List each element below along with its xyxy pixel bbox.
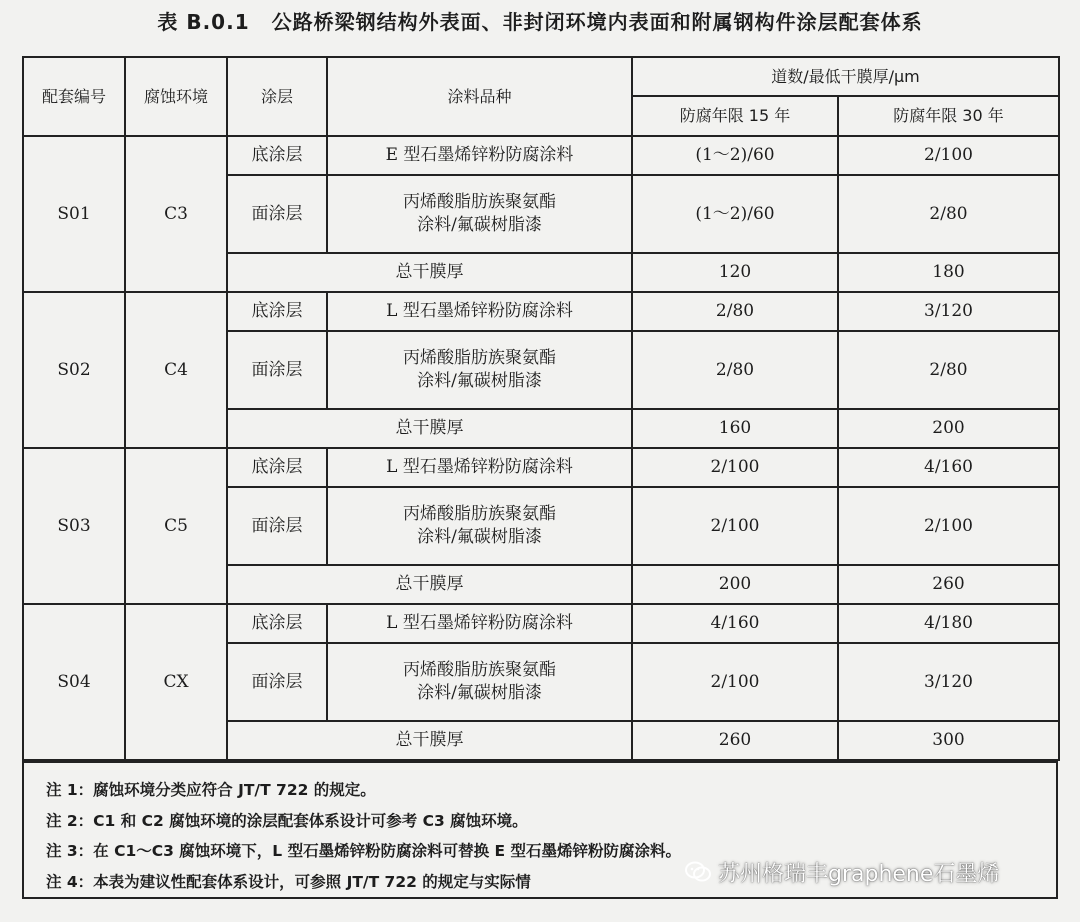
header-15-years: 防腐年限 15 年	[632, 96, 838, 136]
note-3: 注 3：在 C1～C3 腐蚀环境下，L 型石墨烯锌粉防腐涂料可替换 E 型石墨烯锌粉防腐涂料。	[46, 842, 681, 860]
primer-30: 3/120	[838, 292, 1059, 331]
total-30: 300	[838, 721, 1059, 760]
primer-15: (1～2)/60	[632, 136, 838, 175]
group-code: S03	[23, 448, 125, 604]
table-row	[23, 292, 1059, 331]
primer-15: 2/100	[632, 448, 838, 487]
top-paint	[327, 487, 632, 565]
total-15: 200	[632, 565, 838, 604]
primer-30: 4/160	[838, 448, 1059, 487]
total-label: 总干膜厚	[227, 409, 632, 448]
total-30: 180	[838, 253, 1059, 292]
primer-paint: L 型石墨烯锌粉防腐涂料	[327, 292, 632, 331]
table-row	[23, 604, 1059, 643]
total-15: 120	[632, 253, 838, 292]
top-paint-line1: 丙烯酸脂肪族聚氨酯	[403, 348, 556, 369]
primer-paint: L 型石墨烯锌粉防腐涂料	[327, 448, 632, 487]
top-30: 2/100	[838, 487, 1059, 565]
note-4: 注 4：本表为建议性配套体系设计，可参照 JT/T 722 的规定与实际情	[46, 872, 531, 891]
primer-label: 底涂层	[227, 292, 327, 331]
table-row	[23, 136, 1059, 175]
top-30: 2/80	[838, 175, 1059, 253]
top-paint-line1: 丙烯酸脂肪族聚氨酯	[403, 660, 556, 681]
top-15: 2/80	[632, 331, 838, 409]
top-paint	[327, 643, 632, 721]
group-code: S02	[23, 292, 125, 448]
top-label: 面涂层	[227, 175, 327, 253]
group-code: S04	[23, 604, 125, 760]
header-code: 配套编号	[23, 57, 125, 136]
table-title-text: 公路桥梁钢结构外表面、非封闭环境内表面和附属钢构件涂层配套体系	[271, 10, 923, 34]
group-env: C4	[125, 292, 227, 448]
top-label: 面涂层	[227, 487, 327, 565]
total-30: 260	[838, 565, 1059, 604]
header-env: 腐蚀环境	[125, 57, 227, 136]
primer-15: 4/160	[632, 604, 838, 643]
top-paint-line2: 涂料/氟碳树脂漆	[417, 683, 542, 703]
top-paint-line1: 丙烯酸脂肪族聚氨酯	[403, 504, 556, 525]
header-30-years: 防腐年限 30 年	[838, 96, 1059, 136]
top-15: 2/100	[632, 487, 838, 565]
header-row	[23, 57, 1059, 96]
top-label: 面涂层	[227, 643, 327, 721]
total-label: 总干膜厚	[227, 253, 632, 292]
primer-30: 2/100	[838, 136, 1059, 175]
header-layer: 涂层	[227, 57, 327, 136]
total-30: 200	[838, 409, 1059, 448]
primer-30: 4/180	[838, 604, 1059, 643]
table-number: 表 B.0.1	[157, 10, 250, 34]
top-30: 3/120	[838, 643, 1059, 721]
top-paint-line2: 涂料/氟碳树脂漆	[417, 215, 542, 235]
group-env: CX	[125, 604, 227, 760]
watermark	[684, 856, 999, 888]
top-paint-line2: 涂料/氟碳树脂漆	[417, 527, 542, 547]
top-paint	[327, 175, 632, 253]
top-paint-line1: 丙烯酸脂肪族聚氨酯	[403, 192, 556, 213]
header-paint: 涂料品种	[327, 57, 632, 136]
top-30: 2/80	[838, 331, 1059, 409]
top-label: 面涂层	[227, 331, 327, 409]
total-label: 总干膜厚	[227, 721, 632, 760]
primer-label: 底涂层	[227, 604, 327, 643]
primer-paint: L 型石墨烯锌粉防腐涂料	[327, 604, 632, 643]
group-env: C3	[125, 136, 227, 292]
table-title	[0, 6, 1080, 35]
primer-15: 2/80	[632, 292, 838, 331]
wechat-icon	[684, 860, 712, 884]
top-paint-line2: 涂料/氟碳树脂漆	[417, 371, 542, 391]
top-15: (1～2)/60	[632, 175, 838, 253]
primer-label: 底涂层	[227, 136, 327, 175]
group-code: S01	[23, 136, 125, 292]
note-2: 注 2：C1 和 C2 腐蚀环境的涂层配套体系设计可参考 C3 腐蚀环境。	[46, 811, 528, 830]
total-15: 160	[632, 409, 838, 448]
group-env: C5	[125, 448, 227, 604]
coating-table	[22, 56, 1060, 761]
note-1: 注 1：腐蚀环境分类应符合 JT/T 722 的规定。	[46, 781, 376, 799]
header-passes: 道数/最低干膜厚/μm	[632, 57, 1059, 96]
total-15: 260	[632, 721, 838, 760]
top-15: 2/100	[632, 643, 838, 721]
primer-paint: E 型石墨烯锌粉防腐涂料	[327, 136, 632, 175]
primer-label: 底涂层	[227, 448, 327, 487]
total-label: 总干膜厚	[227, 565, 632, 604]
table-row	[23, 448, 1059, 487]
watermark-text: 苏州格瑞丰graphene石墨烯	[718, 861, 1000, 887]
top-paint	[327, 331, 632, 409]
